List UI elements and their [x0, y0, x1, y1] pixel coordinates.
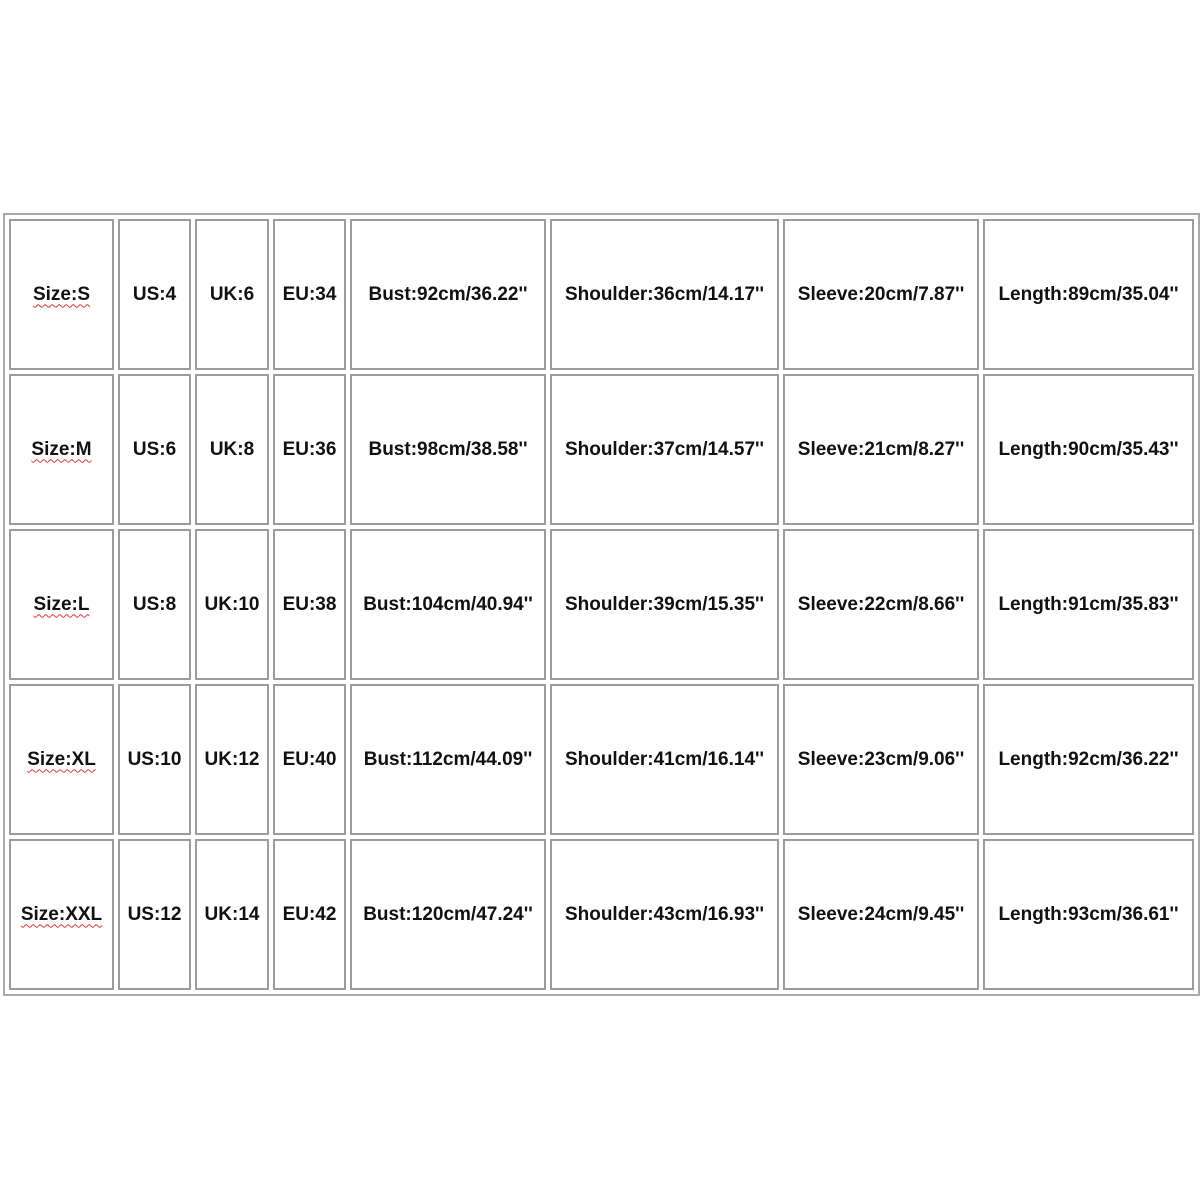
size-row-xl: [9, 684, 1194, 835]
uk-size-cell: UK:10: [195, 529, 269, 680]
size-cell: [9, 684, 114, 835]
size-row-l: [9, 529, 1194, 680]
uk-size-cell: UK:14: [195, 839, 269, 990]
length-cell: Length:89cm/35.04'': [983, 219, 1194, 370]
us-size-cell: US:6: [118, 374, 191, 525]
length-cell: Length:90cm/35.43'': [983, 374, 1194, 525]
shoulder-cell: Shoulder:41cm/16.14'': [550, 684, 779, 835]
us-size-cell: US:10: [118, 684, 191, 835]
size-label: Size:XXL: [20, 903, 103, 925]
size-chart-table: [3, 213, 1200, 996]
uk-size-cell: UK:6: [195, 219, 269, 370]
size-row-xxl: [9, 839, 1194, 990]
size-row-m: [9, 374, 1194, 525]
uk-size-cell: UK:8: [195, 374, 269, 525]
sleeve-cell: Sleeve:21cm/8.27'': [783, 374, 979, 525]
bust-cell: Bust:104cm/40.94'': [350, 529, 546, 680]
length-cell: Length:93cm/36.61'': [983, 839, 1194, 990]
sleeve-cell: Sleeve:23cm/9.06'': [783, 684, 979, 835]
size-label: Size:S: [32, 283, 91, 305]
sleeve-cell: Sleeve:20cm/7.87'': [783, 219, 979, 370]
eu-size-cell: EU:40: [273, 684, 346, 835]
size-label: Size:XL: [27, 748, 96, 770]
size-row-s: [9, 219, 1194, 370]
bust-cell: Bust:98cm/38.58'': [350, 374, 546, 525]
bust-cell: Bust:92cm/36.22'': [350, 219, 546, 370]
eu-size-cell: EU:38: [273, 529, 346, 680]
sleeve-cell: Sleeve:24cm/9.45'': [783, 839, 979, 990]
size-label: Size:L: [33, 593, 90, 615]
length-cell: Length:92cm/36.22'': [983, 684, 1194, 835]
shoulder-cell: Shoulder:39cm/15.35'': [550, 529, 779, 680]
size-label: Size:M: [31, 438, 92, 460]
size-cell: [9, 529, 114, 680]
shoulder-cell: Shoulder:37cm/14.57'': [550, 374, 779, 525]
size-cell: [9, 374, 114, 525]
shoulder-cell: Shoulder:36cm/14.17'': [550, 219, 779, 370]
shoulder-cell: Shoulder:43cm/16.93'': [550, 839, 779, 990]
us-size-cell: US:4: [118, 219, 191, 370]
eu-size-cell: EU:42: [273, 839, 346, 990]
eu-size-cell: EU:34: [273, 219, 346, 370]
sleeve-cell: Sleeve:22cm/8.66'': [783, 529, 979, 680]
us-size-cell: US:12: [118, 839, 191, 990]
eu-size-cell: EU:36: [273, 374, 346, 525]
size-cell: [9, 839, 114, 990]
us-size-cell: US:8: [118, 529, 191, 680]
size-cell: [9, 219, 114, 370]
length-cell: Length:91cm/35.83'': [983, 529, 1194, 680]
bust-cell: Bust:112cm/44.09'': [350, 684, 546, 835]
bust-cell: Bust:120cm/47.24'': [350, 839, 546, 990]
uk-size-cell: UK:12: [195, 684, 269, 835]
